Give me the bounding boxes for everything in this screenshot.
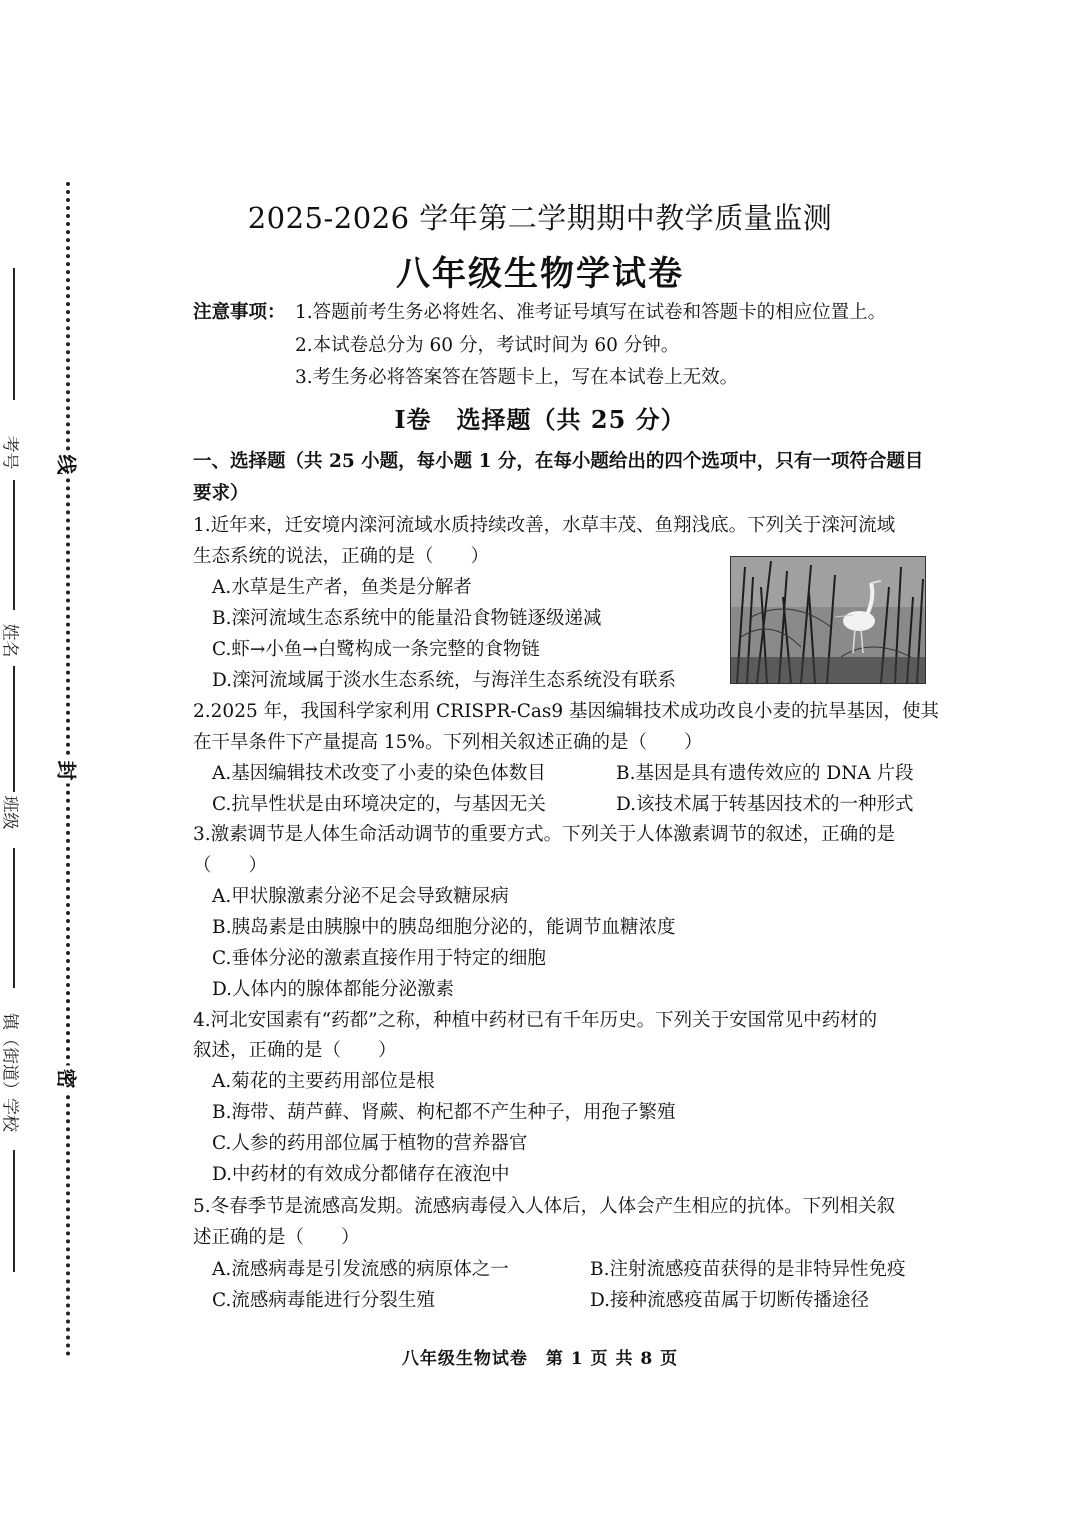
question-4-stem: 4.河北安国素有“药都”之称，种植中药材已有千年历史。下列关于安国常见中药材的 (193, 1010, 878, 1031)
question-1-option-b: B.滦河流域生态系统中的能量沿食物链逐级递减 (212, 608, 602, 629)
question-1-stem-cont: 生态系统的说法，正确的是（ ） (193, 546, 490, 567)
exam-subtitle: 八年级生物学试卷 (396, 254, 684, 294)
town-fill-line (13, 1150, 15, 1272)
question-1-option-a: A.水草是生产者，鱼类是分解者 (212, 577, 472, 598)
seal-mark-feng: 封 (54, 758, 83, 784)
question-5-stem-cont: 述正确的是（ ） (193, 1227, 360, 1248)
question-4-option-c: C.人参的药用部位属于植物的营养器官 (212, 1133, 528, 1154)
banji-fill-line (13, 666, 15, 792)
question-2-option-a: A.基因编辑技术改变了小麦的染色体数目 (212, 763, 546, 784)
note-item: 2.本试卷总分为 60 分，考试时间为 60 分钟。 (295, 335, 680, 356)
question-4-stem-cont: 叙述，正确的是（ ） (193, 1040, 397, 1061)
question-2-stem-cont: 在干旱条件下产量提高 15%。下列相关叙述正确的是（ ） (193, 732, 703, 753)
seal-mark-mi: 密 (54, 1066, 83, 1092)
question-2-option-b: B.基因是具有遗传效应的 DNA 片段 (616, 763, 914, 784)
question-1-stem: 1.近年来，迁安境内滦河流域水质持续改善，水草丰茂、鱼翔浅底。下列关于滦河流域 (193, 515, 896, 536)
xingming-fill-line (13, 480, 15, 610)
question-2-stem: 2.2025 年，我国科学家利用 CRISPR-Cas9 基因编辑技术成功改良小麦的抗旱基因，使其 (193, 701, 940, 722)
question-1-option-d: D.滦河流域属于淡水生态系统，与海洋生态系统没有联系 (212, 670, 677, 691)
question-2-option-d: D.该技术属于转基因技术的一种形式 (616, 794, 914, 815)
exam-title: 2025-2026 学年第二学期期中教学质量监测 (247, 201, 833, 235)
note-item: 3.考生务必将答案答在答题卡上，写在本试卷上无效。 (295, 367, 739, 388)
margin-label-xingming: 姓名 (0, 623, 20, 658)
question-3-option-c: C.垂体分泌的激素直接作用于特定的细胞 (212, 948, 546, 969)
question-4-option-a: A.菊花的主要药用部位是根 (212, 1071, 435, 1092)
question-2-option-c: C.抗旱性状是由环境决定的，与基因无关 (212, 794, 546, 815)
question-4-option-b: B.海带、葫芦藓、肾蕨、枸杞都不产生种子，用孢子繁殖 (212, 1102, 676, 1123)
question-5-option-a: A.流感病毒是引发流感的病原体之一 (212, 1259, 509, 1280)
note-item: 1.答题前考生务必将姓名、准考证号填写在试卷和答题卡的相应位置上。 (295, 302, 887, 323)
school-fill-line (13, 848, 15, 988)
egret-photo (730, 556, 926, 684)
question-5-option-d: D.接种流感疫苗属于切断传播途径 (590, 1290, 870, 1311)
question-5-option-b: B.注射流感疫苗获得的是非特异性免疫 (590, 1259, 906, 1280)
question-3-option-b: B.胰岛素是由胰腺中的胰岛细胞分泌的，能调节血糖浓度 (212, 917, 676, 938)
question-3-option-d: D.人体内的腺体都能分泌激素 (212, 979, 455, 1000)
page-footer: 八年级生物试卷 第 1 页 共 8 页 (401, 1349, 679, 1369)
question-1-option-c: C.虾→小鱼→白鹭构成一条完整的食物链 (212, 639, 540, 660)
question-3-stem-cont: （ ） (193, 855, 268, 876)
section-instruction-cont: 要求） (193, 483, 249, 504)
question-3-stem: 3.激素调节是人体生命活动调节的重要方式。下列关于人体激素调节的叙述，正确的是 (193, 824, 896, 845)
margin-label-kaohao: 考号 (0, 435, 20, 470)
notes-label: 注意事项： (193, 302, 286, 323)
question-5-option-c: C.流感病毒能进行分裂生殖 (212, 1290, 435, 1311)
section-title: Ⅰ卷 选择题（共 25 分） (394, 405, 686, 434)
question-5-stem: 5.冬春季节是流感高发期。流感病毒侵入人体后，人体会产生相应的抗体。下列相关叙 (193, 1196, 896, 1217)
question-3-option-a: A.甲状腺激素分泌不足会导致糖尿病 (212, 886, 509, 907)
question-4-option-d: D.中药材的有效成分都储存在液泡中 (212, 1164, 510, 1185)
margin-label-banji: 班级 (0, 795, 20, 830)
seal-mark-xian: 线 (54, 452, 83, 478)
section-instruction: 一、选择题（共 25 小题，每小题 1 分，在每小题给出的四个选项中，只有一项符合题目 (193, 451, 924, 472)
margin-label-school: 镇（街道）学校 (0, 1013, 20, 1132)
